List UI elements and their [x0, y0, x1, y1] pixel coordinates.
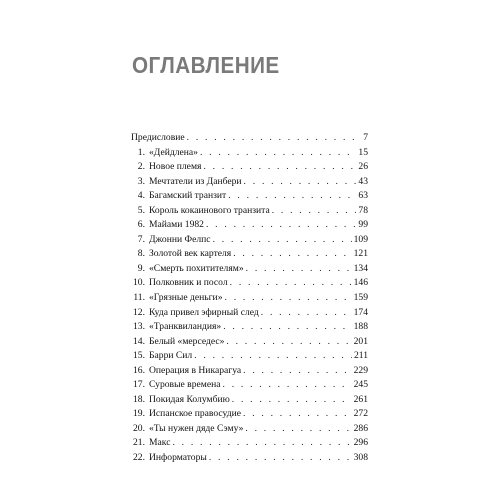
toc-entry-number: 18. [133, 393, 145, 405]
toc-entry [131, 175, 368, 190]
toc-entry-title: Предисловие [131, 132, 185, 143]
toc-dot-leader [243, 364, 351, 379]
toc-entry-number: 19. [133, 408, 145, 420]
toc-entry [131, 393, 368, 408]
toc-entry-title: Белый «мерседес» [149, 335, 225, 347]
toc-entry-page: 174 [353, 306, 368, 318]
toc-entry-title: Мечтатели из Данбери [149, 175, 242, 187]
toc-entry-page: 201 [353, 335, 368, 347]
toc-entry-title: Новое племя [149, 161, 202, 173]
toc-entry-title: Джонни Фелпс [149, 233, 211, 245]
toc-entry-page: 308 [353, 452, 368, 464]
toc-dot-leader [187, 131, 362, 146]
toc-entry [131, 306, 368, 321]
toc-entry [131, 407, 368, 422]
toc-entry-title: «Смерть похитителям» [149, 262, 244, 274]
toc-entry [131, 276, 368, 291]
toc-entry-number: 1. [137, 146, 145, 158]
toc-entry-title: «Дейдлена» [149, 146, 198, 158]
toc-entry [131, 204, 368, 219]
toc-entry-page: 78 [358, 204, 368, 216]
toc-entry-title: Куда привел эфирный след [149, 306, 259, 318]
toc-entry [131, 335, 368, 350]
toc-dot-leader [226, 335, 351, 350]
toc-entry-page: 286 [353, 422, 368, 434]
toc-entry-number: 7. [137, 233, 145, 245]
toc-dot-leader [194, 349, 352, 364]
toc-entry [131, 247, 368, 262]
toc-entry-title: Информаторы [149, 452, 207, 464]
toc-entry-page: 26 [358, 161, 368, 173]
toc-entry [131, 378, 368, 393]
toc-entry-page: 296 [353, 437, 368, 449]
toc-entry [131, 131, 368, 146]
toc-entry-title: Покидая Колумбию [149, 393, 230, 405]
toc-entry-title: Майами 1982 [149, 219, 204, 231]
toc-dot-leader [243, 407, 352, 422]
toc-entry-page: 159 [353, 292, 368, 304]
toc-entry [131, 436, 368, 451]
toc-dot-leader [213, 233, 352, 248]
toc-entry-title: Король кокаинового транзита [149, 204, 270, 216]
toc-entry-number: 16. [133, 364, 145, 376]
toc-entry-title: «Грязные деньги» [149, 292, 223, 304]
toc-entry-title: Макс [149, 437, 171, 449]
toc-entry [131, 364, 368, 379]
toc-entry-page: 146 [353, 277, 368, 289]
toc-dot-leader [228, 189, 356, 204]
toc-dot-leader [233, 247, 351, 262]
toc-dot-leader [244, 175, 357, 190]
toc-entry-number: 3. [137, 175, 145, 187]
toc-entry-page: 109 [353, 233, 368, 245]
toc-entry-page: 211 [353, 350, 368, 362]
toc-entry-page: 99 [358, 219, 368, 231]
toc-entry-title: Полковник и посол [149, 277, 228, 289]
toc-entry [131, 262, 368, 277]
toc-entry-number: 20. [133, 422, 145, 434]
toc-entry-number: 12. [133, 306, 145, 318]
toc-entry-number: 8. [137, 248, 145, 260]
toc-entry-number: 9. [137, 262, 145, 274]
toc-entry-title: Суровые времена [149, 379, 221, 391]
toc-dot-leader [272, 204, 357, 219]
page-title: ОГЛАВЛЕНИЕ [132, 52, 280, 78]
toc-dot-leader [246, 262, 352, 277]
toc-entry-title: Операция в Никарагуа [149, 364, 242, 376]
toc-entry-page: 272 [353, 408, 368, 420]
toc-entry [131, 189, 368, 204]
toc-entry-number: 5. [137, 204, 145, 216]
toc-dot-leader [200, 146, 356, 161]
toc-entry-number: 21. [133, 437, 145, 449]
toc-dot-leader [232, 393, 352, 408]
toc-entry [131, 146, 368, 161]
toc-entry [131, 218, 368, 233]
toc-dot-leader [223, 320, 351, 335]
toc-entry-title: Испанское правосудие [149, 408, 242, 420]
toc-entry-page: 261 [353, 393, 368, 405]
toc-entry-title: Барри Сил [149, 350, 193, 362]
toc-entry-title: Золотой век картеля [149, 248, 232, 260]
toc-entry-number: 2. [137, 161, 145, 173]
toc-dot-leader [230, 276, 352, 291]
toc-entry [131, 320, 368, 335]
toc-entry-number: 4. [137, 190, 145, 202]
toc-entry [131, 160, 368, 175]
toc-entry-number: 17. [133, 379, 145, 391]
toc-entry [131, 233, 368, 248]
toc-entry [131, 349, 368, 364]
toc-dot-leader [203, 160, 356, 175]
toc-entry-number: 15. [133, 350, 145, 362]
toc-entry-number: 11. [133, 292, 145, 304]
toc-entry-number: 22. [133, 452, 145, 464]
toc-entry-title: «Ты нужен дяде Сэму» [149, 422, 244, 434]
toc-entry-number: 6. [137, 219, 145, 231]
toc-entry-page: 7 [363, 132, 368, 143]
toc-entry-page: 121 [353, 248, 368, 260]
toc-entry-page: 188 [353, 321, 368, 333]
toc-dot-leader [223, 378, 352, 393]
toc-entry-page: 229 [353, 364, 368, 376]
toc-entry-page: 43 [358, 175, 368, 187]
toc-dot-leader [206, 218, 356, 233]
toc-entry-number: 10. [133, 277, 145, 289]
toc-dot-leader [209, 451, 352, 466]
toc-entry-number: 13. [133, 321, 145, 333]
table-of-contents [131, 131, 368, 466]
toc-entry-title: Багамский транзит [149, 190, 227, 202]
toc-dot-leader [225, 291, 352, 306]
toc-entry-page: 245 [353, 379, 368, 391]
toc-entry [131, 451, 368, 466]
toc-entry-page: 15 [358, 146, 368, 158]
toc-dot-leader [245, 422, 351, 437]
toc-entry-number: 14. [133, 335, 145, 347]
toc-entry-title: «Транквиландия» [149, 321, 222, 333]
toc-entry-page: 63 [358, 190, 368, 202]
toc-entry [131, 291, 368, 306]
toc-dot-leader [172, 436, 351, 451]
toc-entry-page: 134 [353, 262, 368, 274]
toc-dot-leader [261, 306, 352, 321]
toc-entry [131, 422, 368, 437]
